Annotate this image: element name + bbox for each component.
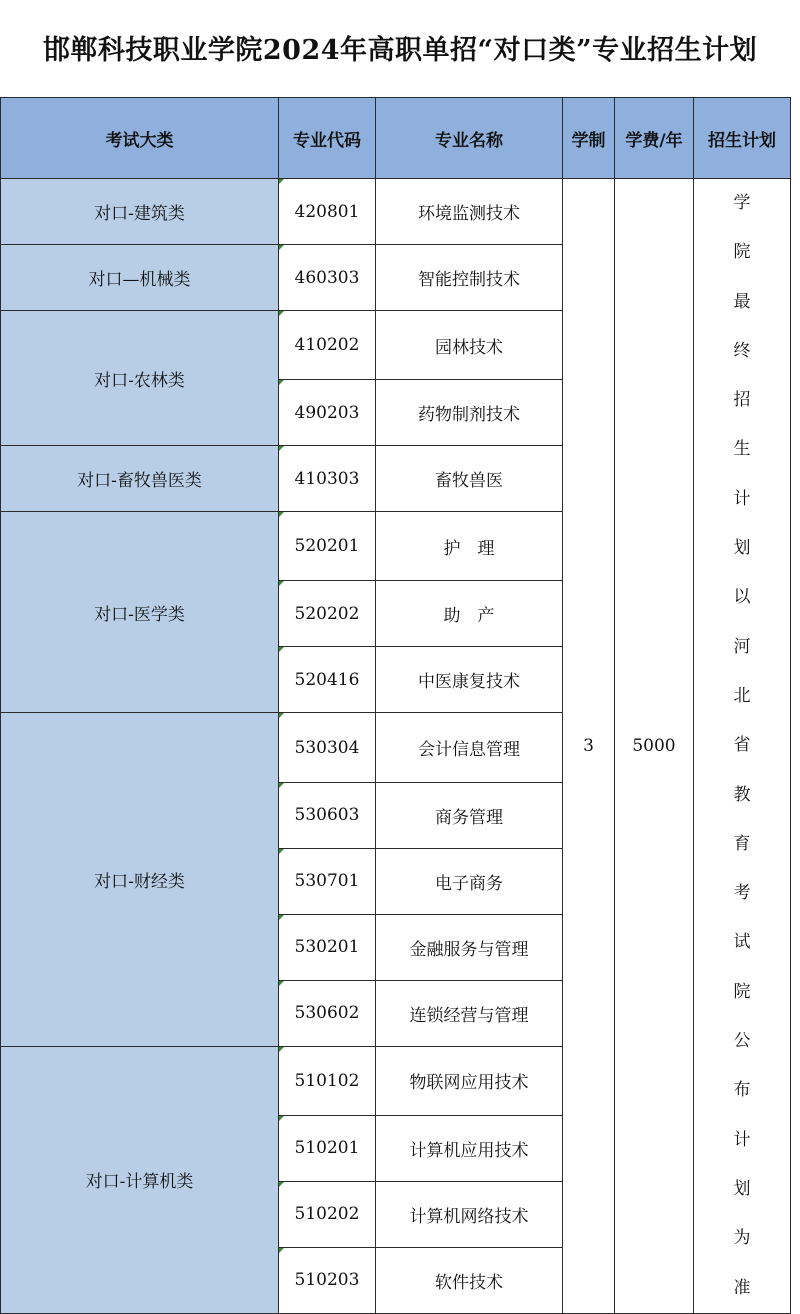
major-name-cell: 商务管理 [376, 782, 563, 848]
major-code-cell: 520201 [279, 512, 376, 581]
major-name-cell: 畜牧兽医 [376, 446, 563, 512]
major-code-cell: 510102 [279, 1046, 376, 1115]
major-code-cell: 530304 [279, 713, 376, 782]
major-name-cell: 中医康复技术 [376, 647, 563, 713]
major-name-cell: 会计信息管理 [376, 713, 563, 782]
major-name-cell: 电子商务 [376, 848, 563, 914]
duration-cell: 3 [563, 179, 615, 1314]
major-code-cell: 510203 [279, 1247, 376, 1313]
major-name-cell: 计算机应用技术 [376, 1115, 563, 1181]
major-code-cell: 490203 [279, 380, 376, 446]
header-row [1, 98, 791, 179]
header-duration: 学制 [563, 98, 615, 179]
major-name-cell: 助 产 [376, 581, 563, 647]
major-code-cell: 510202 [279, 1181, 376, 1247]
header-plan: 招生计划 [694, 98, 791, 179]
major-name-cell: 物联网应用技术 [376, 1046, 563, 1115]
major-code-cell: 530602 [279, 980, 376, 1046]
header-code: 专业代码 [279, 98, 376, 179]
category-cell: 对口-农林类 [1, 311, 279, 446]
major-name-cell: 药物制剂技术 [376, 380, 563, 446]
header-name: 专业名称 [376, 98, 563, 179]
fee-cell: 5000 [615, 179, 694, 1314]
header-fee: 学费/年 [615, 98, 694, 179]
category-cell: 对口-计算机类 [1, 1046, 279, 1313]
major-code-cell: 460303 [279, 245, 376, 311]
plan-note-cell [694, 179, 791, 1314]
major-name-cell: 园林技术 [376, 311, 563, 380]
major-code-cell: 520416 [279, 647, 376, 713]
major-name-cell: 金融服务与管理 [376, 914, 563, 980]
category-cell: 对口-医学类 [1, 512, 279, 713]
category-cell: 对口-建筑类 [1, 179, 279, 245]
major-code-cell: 510201 [279, 1115, 376, 1181]
major-name-cell: 护 理 [376, 512, 563, 581]
category-cell: 对口-财经类 [1, 713, 279, 1046]
major-code-cell: 530201 [279, 914, 376, 980]
major-code-cell: 530701 [279, 848, 376, 914]
table-row [1, 179, 791, 245]
plan-note-text: 学院最终招生计划以河北省教育考试院公布计划为准 [733, 193, 751, 1298]
major-code-cell: 420801 [279, 179, 376, 245]
major-name-cell: 智能控制技术 [376, 245, 563, 311]
major-name-cell: 连锁经营与管理 [376, 980, 563, 1046]
category-cell: 对口-畜牧兽医类 [1, 446, 279, 512]
major-code-cell: 410202 [279, 311, 376, 380]
enrollment-plan-table [0, 97, 791, 1314]
major-code-cell: 410303 [279, 446, 376, 512]
major-name-cell: 环境监测技术 [376, 179, 563, 245]
table-body [1, 179, 791, 1314]
header-category: 考试大类 [1, 98, 279, 179]
major-name-cell: 计算机网络技术 [376, 1181, 563, 1247]
category-cell: 对口—机械类 [1, 245, 279, 311]
major-code-cell: 520202 [279, 581, 376, 647]
major-code-cell: 530603 [279, 782, 376, 848]
page-title: 邯郸科技职业学院2024年高职单招“对口类”专业招生计划 [42, 35, 758, 66]
major-name-cell: 软件技术 [376, 1247, 563, 1313]
